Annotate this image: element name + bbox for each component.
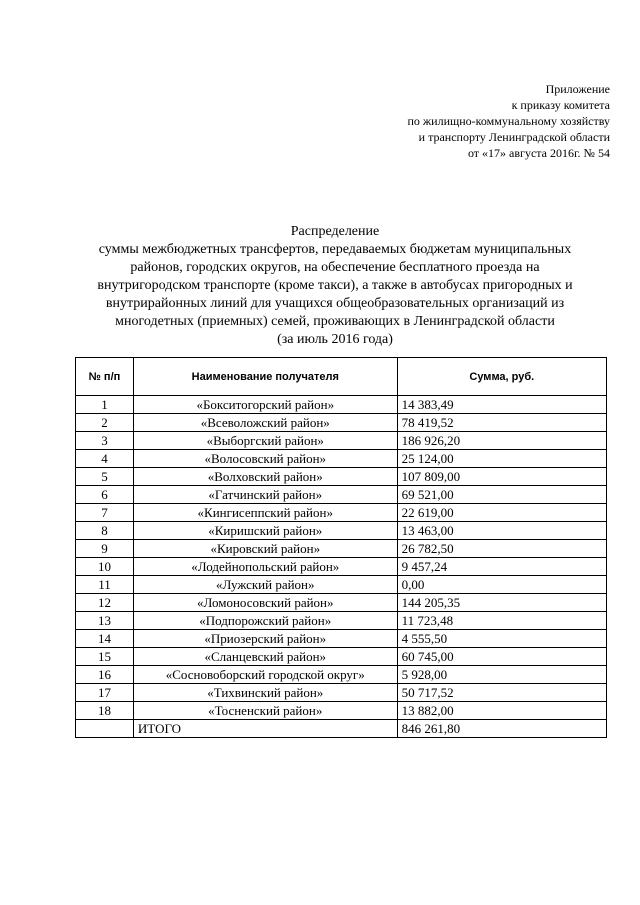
appendix-line: Приложение [545,82,610,96]
row-number: 1 [76,396,134,414]
amount: 9 457,24 [397,558,606,576]
row-number: 13 [76,612,134,630]
recipient-name: «Подпорожский район» [133,612,397,630]
row-number: 12 [76,594,134,612]
row-number: 11 [76,576,134,594]
table-row [76,612,607,630]
title-line: внутрирайонных линий для учащихся общеобразовательных организаций из [105,296,565,311]
row-number: 15 [76,648,134,666]
table-row [76,558,607,576]
recipient-name: «Лодейнопольский район» [133,558,397,576]
total-amount: 846 261,80 [397,720,606,738]
header-number: № п/п [76,358,134,396]
header-recipient: Наименование получателя [133,358,397,396]
appendix-line: от «17» августа 2016г. № 54 [467,146,610,160]
row-number: 18 [76,702,134,720]
amount: 50 717,52 [397,684,606,702]
row-number: 2 [76,414,134,432]
amount: 22 619,00 [397,504,606,522]
table-row [76,594,607,612]
recipient-name: «Тосненский район» [133,702,397,720]
total-label: ИТОГО [133,720,397,738]
row-number: 3 [76,432,134,450]
row-number: 9 [76,540,134,558]
table-row [76,486,607,504]
amount: 4 555,50 [397,630,606,648]
recipient-name: «Волосовский район» [133,450,397,468]
recipient-name: «Волховский район» [133,468,397,486]
recipient-name: «Тихвинский район» [133,684,397,702]
amount: 13 463,00 [397,522,606,540]
appendix-line: и транспорту Ленинградской области [418,130,610,144]
table-row [76,666,607,684]
row-number: 7 [76,504,134,522]
table-row [76,396,607,414]
amount: 11 723,48 [397,612,606,630]
amount: 78 419,52 [397,414,606,432]
recipient-name: «Бокситогорский район» [133,396,397,414]
recipient-name: «Ломоносовский район» [133,594,397,612]
table-row [76,522,607,540]
title-line: внутригородском транспорте (кроме такси), а также в автобусах пригородных и [97,278,573,293]
row-number: 6 [76,486,134,504]
document-title [60,223,610,349]
row-number: 8 [76,522,134,540]
table-row [76,630,607,648]
row-number: 14 [76,630,134,648]
recipient-name: «Выборгский район» [133,432,397,450]
title-line: районов, городских округов, на обеспечение бесплатного проезда на [130,260,540,275]
title-line: многодетных (приемных) семей, проживающих в Ленинградской области [115,314,555,329]
appendix-line: к приказу комитета [511,98,610,112]
appendix-line: по жилищно-коммунальному хозяйству [407,114,610,128]
table-row [76,468,607,486]
row-number: 10 [76,558,134,576]
amount: 60 745,00 [397,648,606,666]
amount: 107 809,00 [397,468,606,486]
row-number: 16 [76,666,134,684]
recipient-name: «Сланцевский район» [133,648,397,666]
table-row [76,432,607,450]
header-amount: Сумма, руб. [397,358,606,396]
table-row [76,450,607,468]
amount: 25 124,00 [397,450,606,468]
table-row [76,684,607,702]
table-row [76,540,607,558]
recipient-name: «Гатчинский район» [133,486,397,504]
table-row [76,414,607,432]
recipient-name: «Приозерский район» [133,630,397,648]
amount: 0,00 [397,576,606,594]
table-row [76,702,607,720]
title-line: (за июль 2016 года) [277,332,393,347]
recipient-name: «Сосновоборский городской округ» [133,666,397,684]
amount: 26 782,50 [397,540,606,558]
row-number: 17 [76,684,134,702]
amount: 186 926,20 [397,432,606,450]
amount: 5 928,00 [397,666,606,684]
amount: 144 205,35 [397,594,606,612]
row-number: 4 [76,450,134,468]
table-header-row [76,358,607,396]
recipient-name: «Лужский район» [133,576,397,594]
recipient-name: «Кировский район» [133,540,397,558]
recipient-name: «Кингисеппский район» [133,504,397,522]
title-line: суммы межбюджетных трансфертов, передаваемых бюджетам муниципальных [98,242,572,257]
amount: 69 521,00 [397,486,606,504]
table-row [76,504,607,522]
recipient-name: «Киришский район» [133,522,397,540]
recipient-name: «Всеволожский район» [133,414,397,432]
distribution-table [75,357,607,738]
table-row [76,576,607,594]
amount: 13 882,00 [397,702,606,720]
total-number-cell [76,720,134,738]
title-line: Распределение [290,224,380,239]
row-number: 5 [76,468,134,486]
table-row [76,648,607,666]
total-row [76,720,607,738]
appendix-header [407,81,610,161]
amount: 14 383,49 [397,396,606,414]
